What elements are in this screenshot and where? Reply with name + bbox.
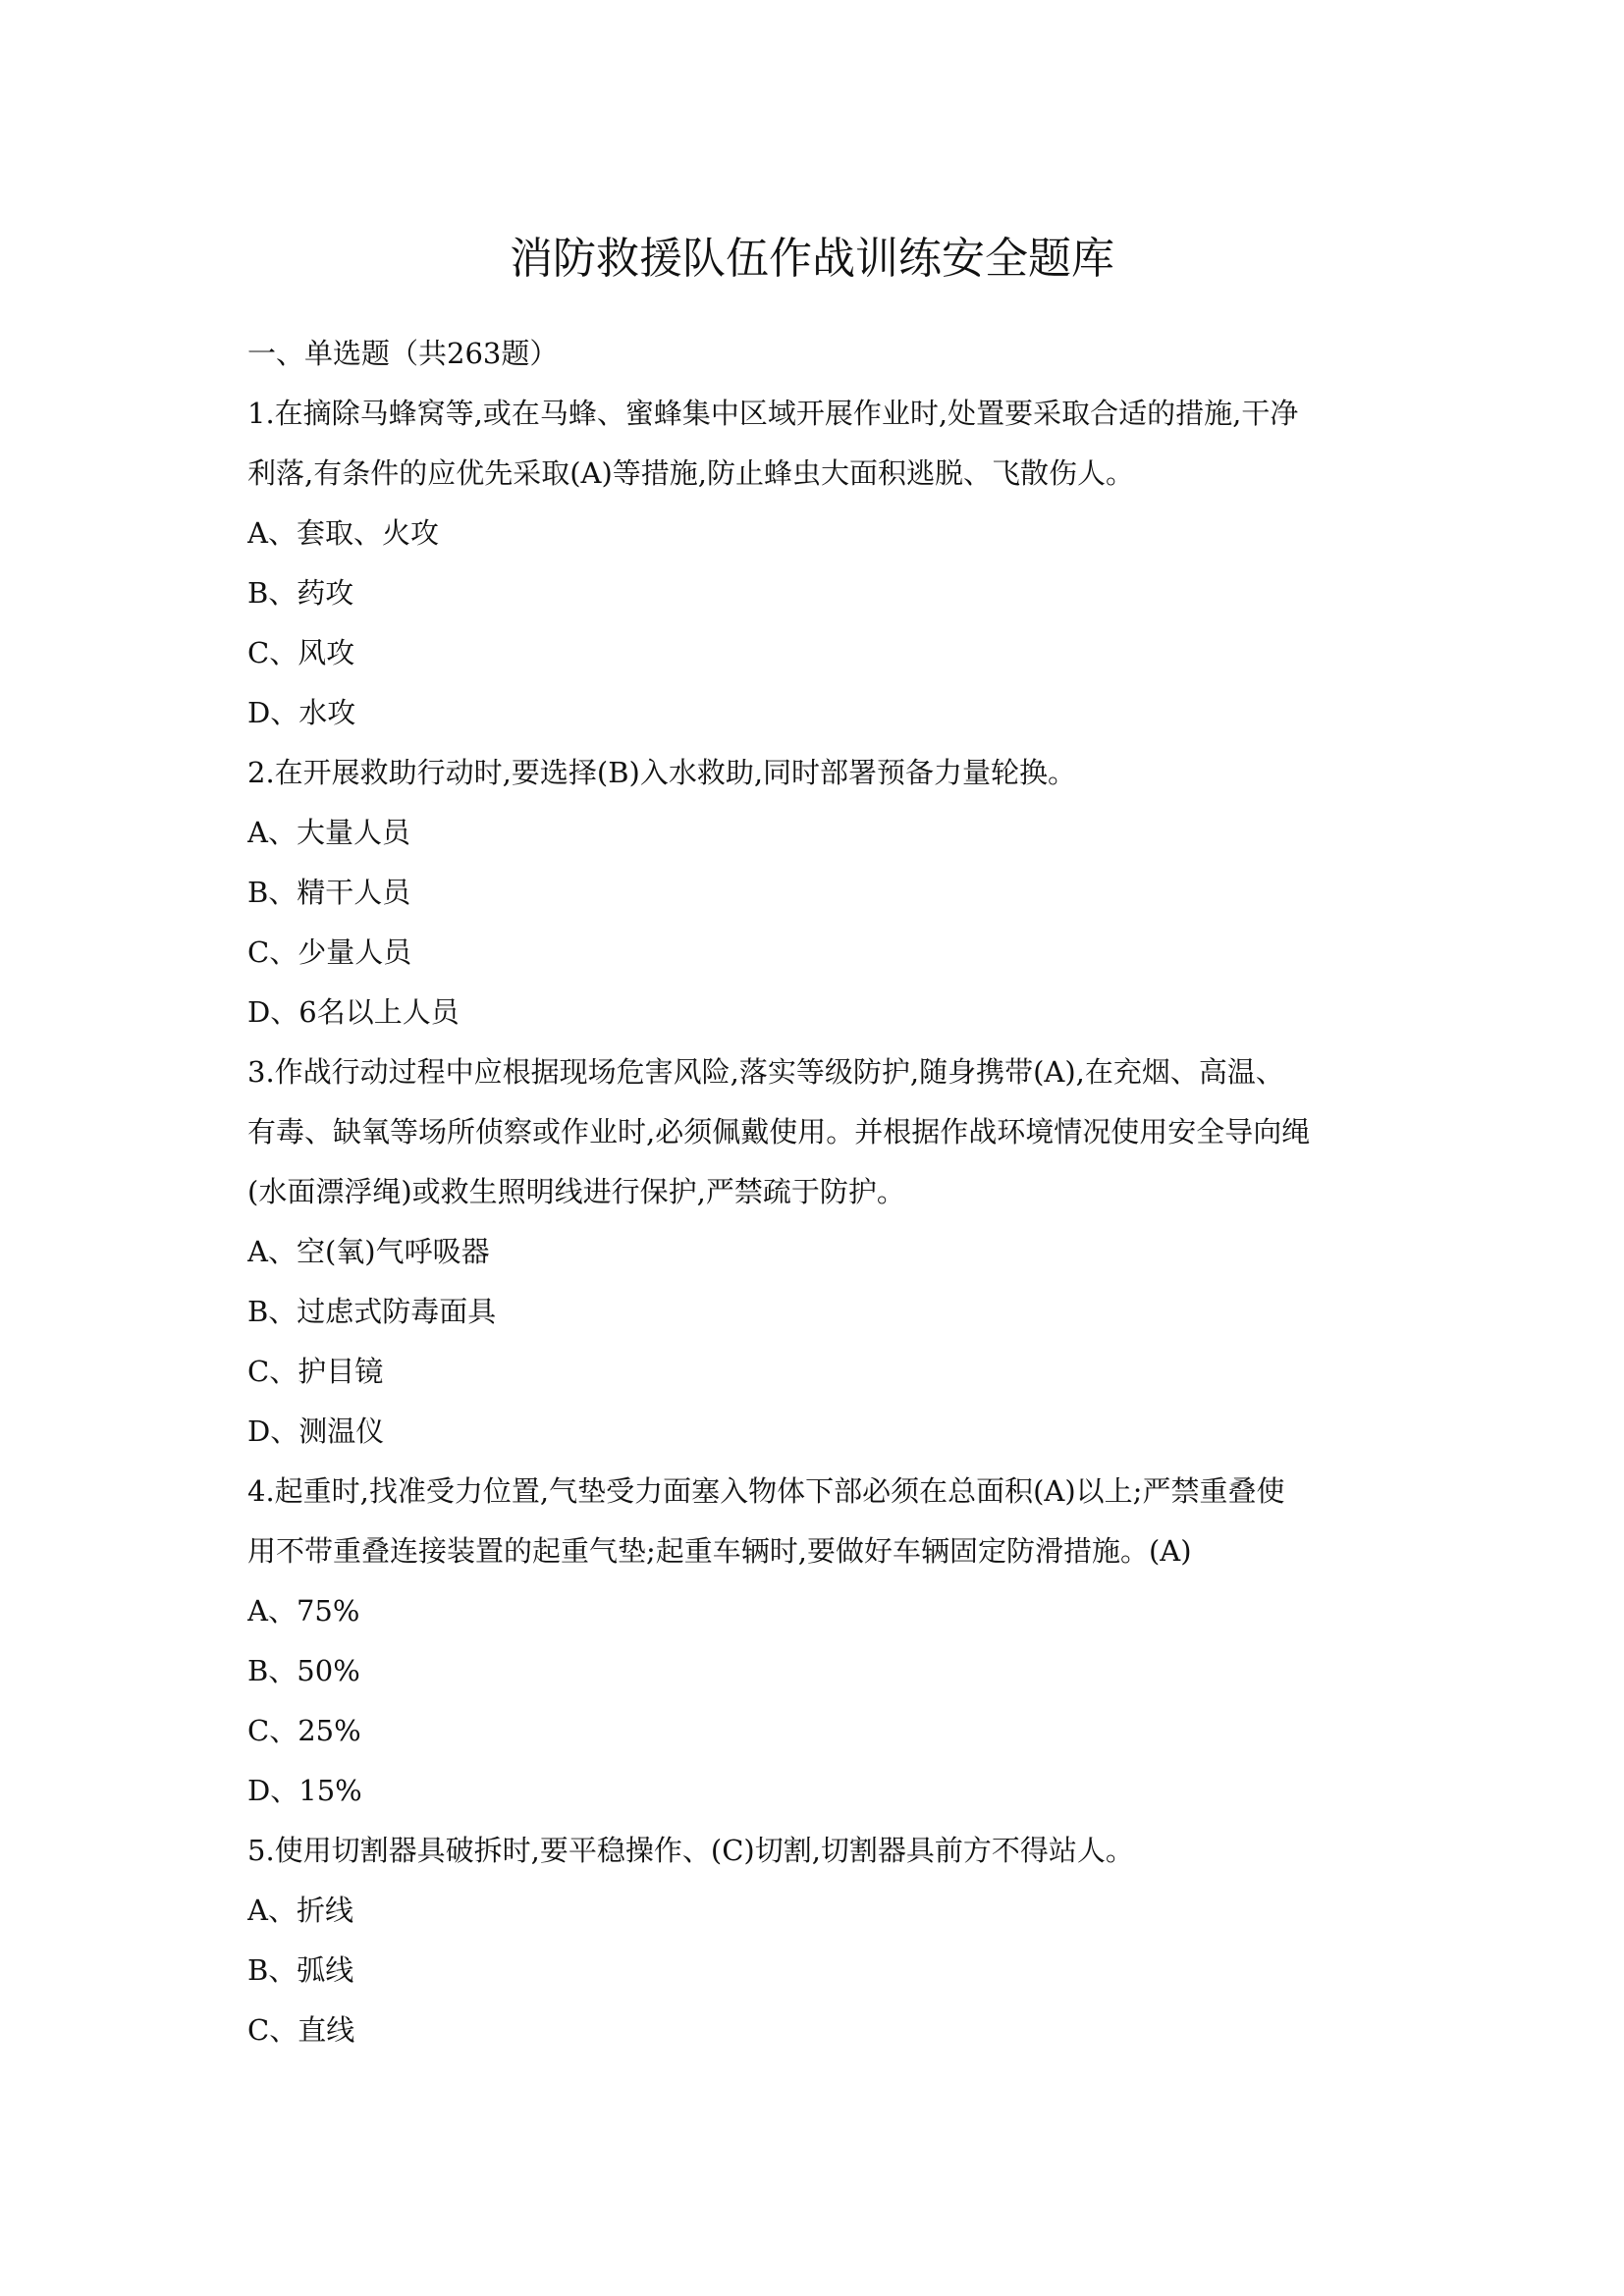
answer-option: C、护目镜	[247, 1355, 384, 1388]
question-stem-line: 1.在摘除马蜂窝等,或在马蜂、蜜蜂集中区域开展作业时,处置要采取合适的措施,干净	[247, 397, 1299, 430]
question-stem-line: 2.在开展救助行动时,要选择(B)入水救助,同时部署预备力量轮换。	[247, 756, 1077, 789]
answer-option: C、少量人员	[247, 935, 412, 969]
answer-option: D、6名以上人员	[247, 995, 460, 1029]
answer-option: B、精干人员	[247, 876, 411, 909]
answer-option: B、50%	[247, 1654, 360, 1687]
section-heading: 一、单选题（共263题）	[247, 337, 559, 370]
answer-option: C、风攻	[247, 636, 355, 669]
answer-option: B、药攻	[247, 576, 354, 610]
question-stem-line: 3.作战行动过程中应根据现场危害风险,落实等级防护,随身携带(A),在充烟、高温、	[247, 1055, 1284, 1089]
question-block	[247, 1821, 1386, 2060]
question-block	[247, 384, 1386, 743]
answer-option: B、弧线	[247, 1953, 354, 1987]
question-stem-line: 5.使用切割器具破拆时,要平稳操作、(C)切割,切割器具前方不得站人。	[247, 1834, 1134, 1867]
question-stem-line: 有毒、缺氧等场所侦察或作业时,必须佩戴使用。并根据作战环境情况使用安全导向绳	[247, 1115, 1311, 1148]
question-block	[247, 1042, 1386, 1462]
document-title: 消防救援队伍作战训练安全题库	[510, 234, 1114, 284]
question-block	[247, 1462, 1386, 1821]
question-stem-line: (水面漂浮绳)或救生照明线进行保护,严禁疏于防护。	[247, 1175, 905, 1208]
question-block	[247, 743, 1386, 1042]
document-body	[247, 324, 1386, 2060]
question-stem-line: 用不带重叠连接装置的起重气垫;起重车辆时,要做好车辆固定防滑措施。(A)	[247, 1534, 1192, 1568]
answer-option: A、套取、火攻	[247, 516, 439, 550]
question-stem-line: 利落,有条件的应优先采取(A)等措施,防止蜂虫大面积逃脱、飞散伤人。	[247, 456, 1135, 490]
answer-option: A、大量人员	[247, 816, 410, 849]
question-stem-line: 4.起重时,找准受力位置,气垫受力面塞入物体下部必须在总面积(A)以上;严禁重叠使	[247, 1474, 1285, 1508]
answer-option: A、75%	[247, 1594, 360, 1628]
answer-option: B、过虑式防毒面具	[247, 1295, 497, 1328]
answer-option: A、空(氧)气呼吸器	[247, 1235, 490, 1268]
answer-option: C、直线	[247, 2013, 355, 2047]
answer-option: D、测温仪	[247, 1415, 385, 1448]
answer-option: D、水攻	[247, 696, 356, 729]
answer-option: C、25%	[247, 1714, 361, 1747]
answer-option: A、折线	[247, 1894, 353, 1927]
answer-option: D、15%	[247, 1774, 362, 1807]
